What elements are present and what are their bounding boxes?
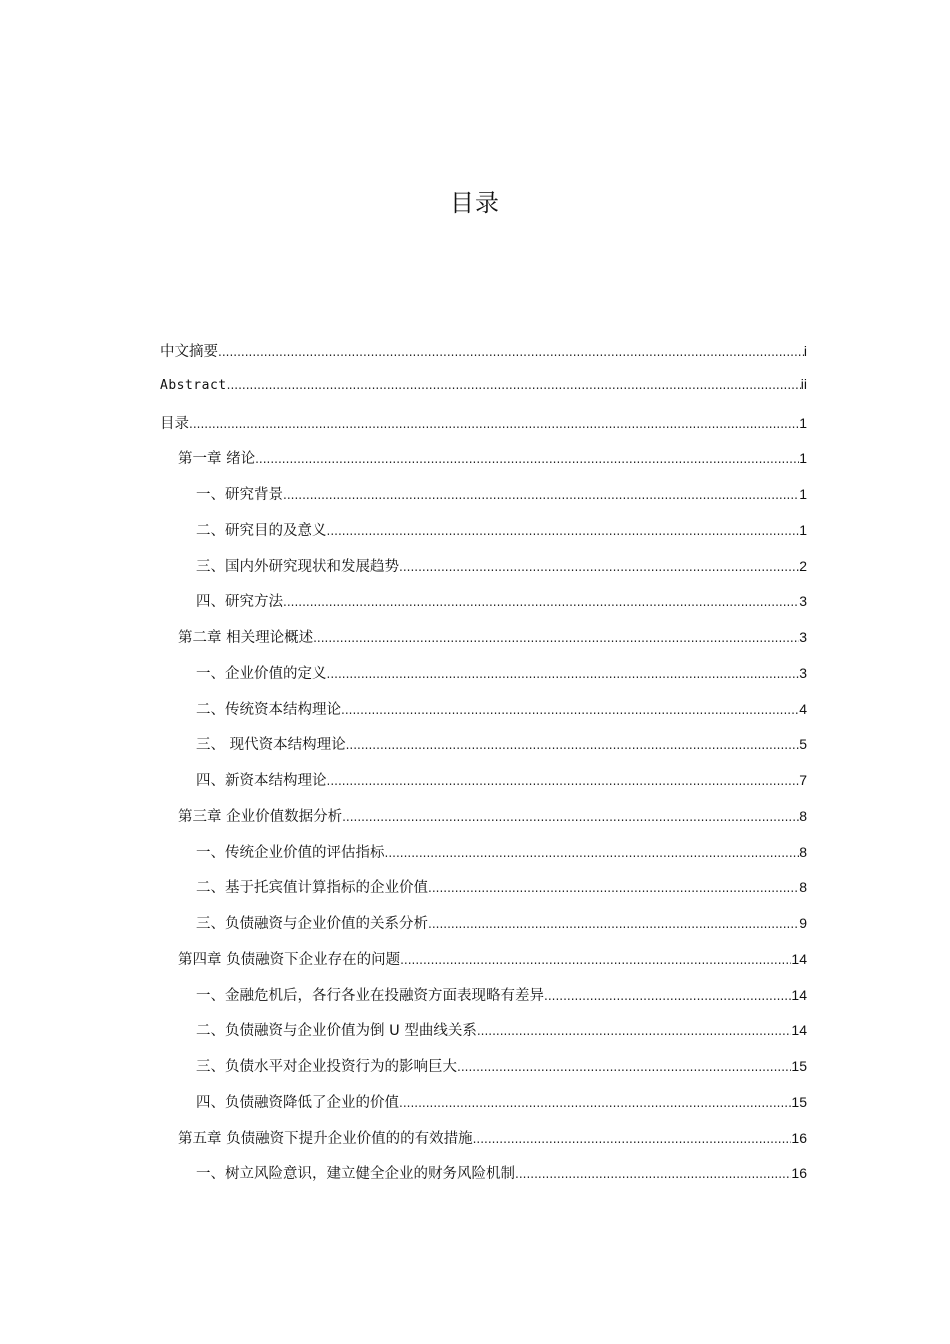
- toc-entry-label: 目录: [160, 415, 189, 432]
- toc-entry-page: 8: [799, 843, 807, 860]
- dot-leader: [399, 560, 799, 574]
- toc-entry-page: 14: [791, 1022, 807, 1039]
- toc-entry[interactable]: [160, 662, 807, 698]
- dot-leader: [341, 703, 799, 717]
- dot-leader: [327, 774, 800, 788]
- toc-entry[interactable]: [160, 841, 807, 877]
- toc-entry-label: 中文摘要: [160, 344, 218, 360]
- dot-leader: [428, 917, 799, 931]
- toc-entry-label: 二、负债融资与企业价值为倒 U 型曲线关系: [196, 1023, 477, 1040]
- toc-entry[interactable]: [160, 483, 807, 519]
- toc-entry[interactable]: [160, 876, 807, 912]
- toc-entry-label: 二、基于托宾值计算指标的企业价值: [196, 880, 428, 897]
- dot-leader: [544, 989, 791, 1003]
- toc-entry-page: 3: [799, 593, 807, 610]
- dot-leader: [283, 488, 799, 502]
- toc-entry[interactable]: [160, 519, 807, 555]
- dot-leader: [457, 1060, 791, 1074]
- toc-entry-page: 14: [791, 950, 807, 967]
- dot-leader: [189, 417, 799, 431]
- toc-entry[interactable]: [160, 590, 807, 626]
- toc-entry-page: 3: [799, 629, 807, 645]
- dot-leader: [385, 846, 800, 860]
- toc-entry-page: 8: [799, 807, 807, 824]
- toc-entry-label: 第二章 相关理论概述: [178, 630, 314, 646]
- toc-entry-label: Abstract: [160, 377, 227, 393]
- dot-leader: [400, 953, 791, 967]
- toc-entry[interactable]: [160, 769, 807, 805]
- toc-entry-page: 1: [799, 450, 807, 467]
- toc-entry-label: 三、国内外研究现状和发展趋势: [196, 558, 399, 575]
- toc-entry-page: 8: [799, 879, 807, 896]
- toc-entry-label: 一、传统企业价值的评估指标: [196, 844, 385, 861]
- toc-entry-label: 一、研究背景: [196, 487, 283, 503]
- toc-entry-page: ii: [800, 375, 807, 392]
- toc-entry-page: 14: [791, 986, 807, 1003]
- toc-entry-page: 1: [799, 521, 807, 538]
- toc-entry[interactable]: [160, 948, 807, 984]
- toc-entry-label: 四、研究方法: [196, 594, 283, 611]
- toc-entry-page: 2: [799, 557, 807, 574]
- toc-entry-label: 二、研究目的及意义: [196, 522, 327, 539]
- toc-entry-page: 4: [799, 700, 807, 717]
- toc-entry-label: 一、树立风险意识，建立健全企业的财务风险机制: [196, 1166, 515, 1183]
- toc-entry[interactable]: [160, 912, 807, 948]
- toc-entry-page: 15: [791, 1093, 807, 1110]
- toc-entry[interactable]: [160, 698, 807, 734]
- toc-entry[interactable]: [160, 340, 807, 376]
- dot-leader: [473, 1132, 792, 1146]
- toc-entry-label: 第四章 负债融资下企业存在的问题: [178, 951, 401, 968]
- toc-entry-label: 四、新资本结构理论: [196, 773, 327, 789]
- toc-entry[interactable]: [160, 626, 807, 662]
- dot-leader: [477, 1024, 792, 1038]
- toc-entry-page: 9: [799, 915, 807, 931]
- toc-entry-label: 第三章 企业价值数据分析: [178, 808, 343, 825]
- dot-leader: [346, 738, 800, 752]
- toc-entry-label: 三、负债水平对企业投资行为的影响巨大: [196, 1059, 457, 1075]
- toc-entry-label: 二、传统资本结构理论: [196, 701, 341, 718]
- toc-entry[interactable]: [160, 412, 807, 448]
- toc-entry[interactable]: [160, 447, 807, 483]
- toc-entry-page: 15: [791, 1058, 807, 1074]
- toc-entry-page: 1: [799, 414, 807, 431]
- toc-entry[interactable]: [160, 1162, 807, 1198]
- toc-entry-label: 四、负债融资降低了企业的价值: [196, 1094, 399, 1111]
- dot-leader: [342, 810, 799, 824]
- toc-entry[interactable]: [160, 1091, 807, 1127]
- toc-entry[interactable]: [160, 733, 807, 769]
- toc-entry-label: 三、负债融资与企业价值的关系分析: [196, 916, 428, 932]
- dot-leader: [327, 524, 800, 538]
- toc-entry[interactable]: [160, 984, 807, 1020]
- toc-entry[interactable]: [160, 376, 807, 412]
- dot-leader: [515, 1167, 791, 1181]
- dot-leader: [313, 631, 799, 645]
- dot-leader: [255, 452, 799, 466]
- toc-entry-page: 7: [799, 772, 807, 788]
- toc-entry-label: 第五章 负债融资下提升企业价值的的有效措施: [178, 1130, 473, 1147]
- table-of-contents: [160, 340, 807, 1198]
- toc-entry[interactable]: [160, 805, 807, 841]
- toc-entry-label: 三、 现代资本结构理论: [196, 737, 346, 754]
- dot-leader: [218, 345, 804, 359]
- toc-entry-page: 1: [799, 486, 807, 502]
- toc-entry-label: 一、金融危机后，各行各业在投融资方面表现略有差异: [196, 987, 544, 1004]
- toc-entry-page: 5: [799, 736, 807, 753]
- toc-entry-page: 3: [799, 664, 807, 681]
- dot-leader: [399, 1096, 791, 1110]
- toc-entry-page: i: [803, 343, 807, 359]
- toc-entry-label: 第一章 绪论: [178, 451, 256, 468]
- dot-leader: [327, 667, 800, 681]
- toc-entry[interactable]: [160, 1055, 807, 1091]
- toc-entry-page: 16: [791, 1165, 807, 1182]
- page-title: 目录: [450, 189, 500, 217]
- dot-leader: [227, 378, 801, 392]
- toc-entry[interactable]: [160, 1127, 807, 1163]
- toc-entry[interactable]: [160, 555, 807, 591]
- toc-entry-label: 一、企业价值的定义: [196, 665, 327, 682]
- dot-leader: [428, 881, 799, 895]
- toc-entry-page: 16: [791, 1129, 807, 1146]
- dot-leader: [283, 595, 799, 609]
- toc-entry[interactable]: [160, 1019, 807, 1055]
